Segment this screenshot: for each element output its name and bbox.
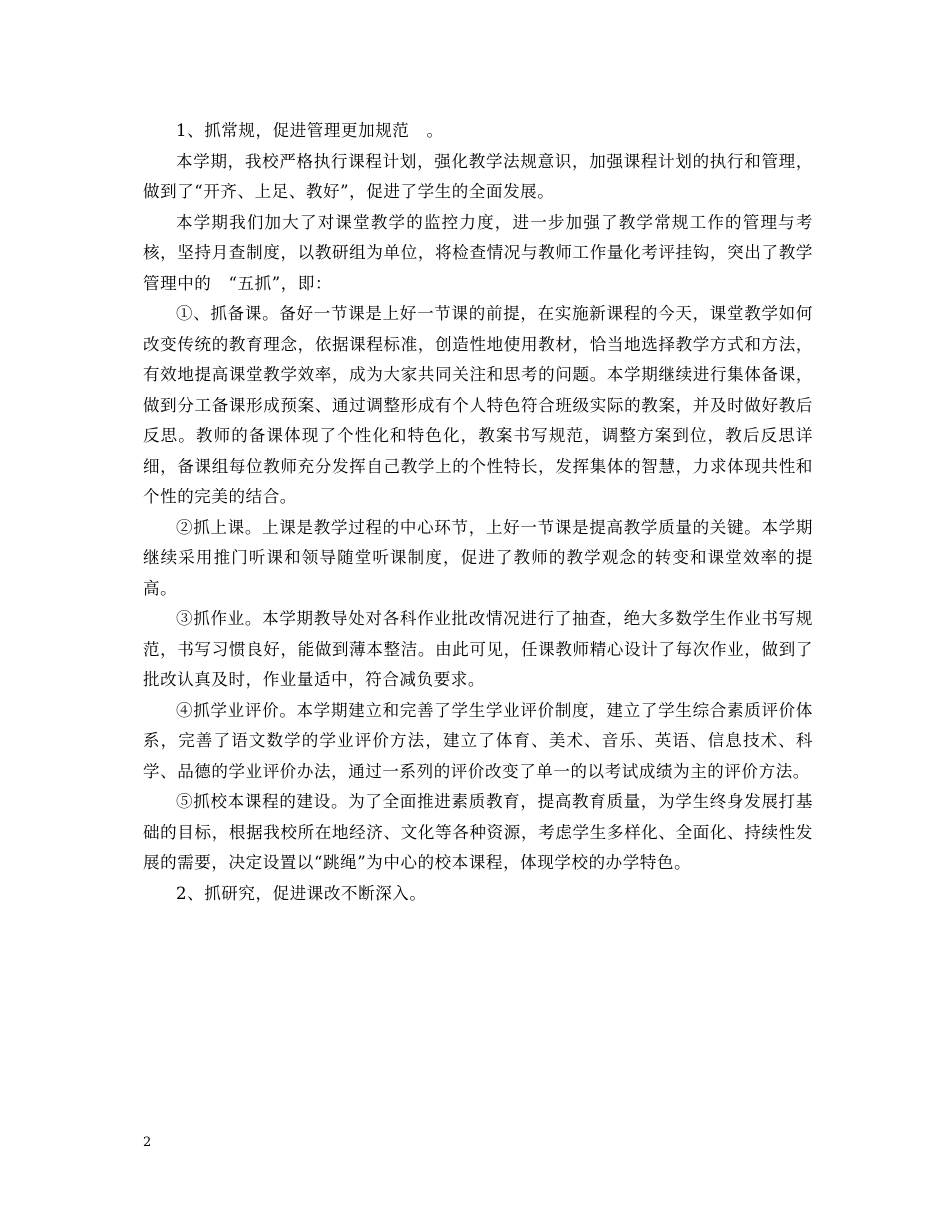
paragraph-teaching: ②抓上课。上课是教学过程的中心环节，上好一节课是提高教学质量的关键。本学期继续采用推门听课和领导随堂听课制度，促进了教师的教学观念的转变和课堂效率的提高。	[143, 517, 813, 598]
paragraph-homework: ③抓作业。本学期教导处对各科作业批改情况进行了抽查，绝大多数学生作业书写规范，书写习惯良好，能做到薄本整洁。由此可见，任课教师精心设计了每次作业，做到了批改认真及时，作业量适中，符合减负要求。	[143, 609, 813, 689]
paragraph-curriculum-plan: 本学期，我校严格执行课程计划，强化教学法规意识，加强课程计划的执行和管理，做到了“开齐、上足、教好”，促进了学生的全面发展。	[143, 151, 813, 201]
page-number: 2	[143, 1135, 152, 1150]
paragraph-lesson-preparation: ①、抓备课。备好一节课是上好一节课的前提，在实施新课程的今天，课堂教学如何改变传统的教育理念，依据课程标准，创造性地使用教材，恰当地选择教学方式和方法，有效地提高课堂教学效率，成为大家共同关注和思考的问题。本学期继续进行集体备课，做到分工备课形成预案、通过调整形成有个人特色符合班级实际的教案，并及时做好教后反思。教师的备课体现了个性化和特色化，教案书写规范，调整方案到位，教后反思详细，备课组每位教师充分发挥自己教学上的个性特长，发挥集体的智慧，力求体现共性和个性的完美的结合。	[143, 304, 813, 506]
paragraph-academic-evaluation: ④抓学业评价。本学期建立和完善了学生学业评价制度，建立了学生综合素质评价体系，完善了语文数学的学业评价方法，建立了体育、美术、音乐、英语、信息技术、科学、品德的学业评价办法，通过一系列的评价改变了单一的以考试成绩为主的评价方法。	[143, 700, 813, 781]
paragraph-classroom-monitoring: 本学期我们加大了对课堂教学的监控力度，进一步加强了教学常规工作的管理与考核，坚持月查制度，以教研组为单位，将检查情况与教师工作量化考评挂钩，突出了教学管理中的 “五抓”，即：	[143, 212, 813, 293]
section-heading-research: 2、抓研究，促进课改不断深入。	[176, 883, 427, 903]
paragraph-school-curriculum: ⑤抓校本课程的建设。为了全面推进素质教育，提高教育质量，为学生终身发展打基础的目标，根据我校所在地经济、文化等各种资源，考虑学生多样化、全面化、持续性发展的需要，决定设置以“跳绳”为中心的校本课程，体现学校的办学特色。	[143, 792, 813, 872]
section-heading-routine: 1、抓常规，促进管理更加规范 。	[176, 121, 444, 140]
document-body	[143, 116, 813, 909]
